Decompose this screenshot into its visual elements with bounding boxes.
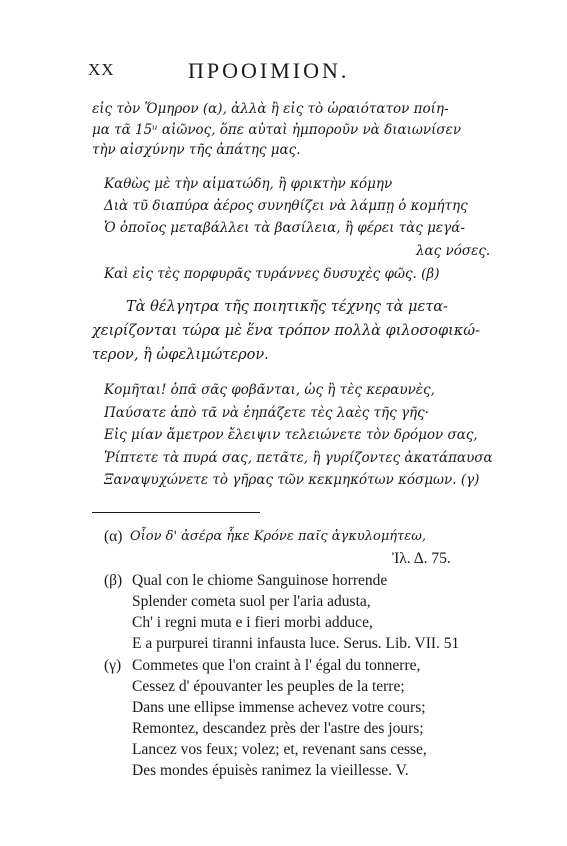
verse-line: Ὁ ὁποῖος μεταβάλλει τὰ βασίλεια, ἢ φέρει τὰς μεγά-	[104, 220, 465, 236]
page-number: XX	[88, 60, 115, 79]
footnote-reference: Ἰλ. Δ. 75.	[392, 550, 451, 567]
footnote-line: Commetes que l'on craint à l' égal du tonnerre,	[132, 657, 421, 674]
verse-line: Διὰ τῦ διαπύρα ἀέρος συνηθίζει νὰ λάμπῃ ὁ κομήτης	[104, 198, 468, 214]
footnote-line: Cessez d' épouvanter les peuples de la terre;	[132, 678, 405, 695]
verse-line: Ξαναψυχώνετε τὸ γῆρας τῶν κεκμηκότων κόσμων. (γ)	[104, 472, 480, 488]
footnote-rule	[92, 512, 260, 513]
footnote-line: Qual con le chiome Sanguinose horrende	[132, 572, 388, 589]
footnote-text: Οἷον δ' ἀσέρα ἧκε Κρόνε παῖς ἀγκυλομήτεω,	[130, 529, 426, 544]
footnote-marker: (γ)	[104, 657, 122, 674]
verse-line: Κομῆται! ὁπᾶ σᾶς φοβᾶνται, ὡς ἢ τὲς κεραυνὲς,	[104, 382, 435, 398]
paragraph-line: Τὰ θέλγητρα τῆς ποιητικῆς τέχνης τὰ μετα-	[126, 299, 448, 315]
footnote-line: Ch' i regni muta e i fieri morbi adduce,	[132, 614, 373, 631]
verse-line: Παύσατε ἀπὸ τᾶ νὰ ἐηπάζετε τὲς λαὲς τῆς γῆς·	[104, 405, 429, 421]
footnote-line: Des mondes épuisès ranimez la vieillesse. V.	[132, 762, 409, 779]
verse-line: Καθὼς μὲ τὴν αἱματώδη, ἢ φρικτὴν κόμην	[104, 176, 393, 192]
paragraph-line: τερον, ἢ ὠφελιμώτερον.	[92, 347, 269, 363]
intro-line: μα τᾶ 15ᵘ αἰῶνος, ὅπε αὐταὶ ἠμποροῦν νὰ διαιωνίσεν	[92, 122, 462, 138]
footnote-marker: (α)	[104, 528, 123, 545]
footnote-line: E a purpurei tiranni infausta luce. Serus. Lib. VII. 51	[132, 635, 460, 652]
footnote-line: Splender cometa suol per l'aria adusta,	[132, 593, 371, 610]
verse-line: Ῥίπτετε τὰ πυρά σας, πετᾶτε, ἢ γυρίζοντες ἀκατάπαυσα	[104, 450, 493, 466]
intro-line: εἰς τὸν Ὅμηρον (α), ἀλλὰ ἢ εἰς τὸ ὡραιότατον ποίη-	[92, 101, 449, 117]
intro-line: τὴν αἰσχύνην τῆς ἀπάτης μας.	[92, 142, 301, 158]
page-header	[88, 58, 488, 82]
footnote-marker: (β)	[104, 572, 123, 589]
footnote-line: Remontez, descandez près der l'astre des jours;	[132, 720, 424, 737]
paragraph-line: χειρίζονται τώρα μὲ ἕνα τρόπον πολλὰ φιλοσοφικώ-	[92, 323, 481, 339]
running-head: ΠΡΟΟΙΜΙΟΝ.	[188, 58, 350, 83]
verse-line: Καὶ εἰς τὲς πορφυρᾶς τυράννες δυσυχὲς φῶς. (β)	[104, 266, 440, 282]
verse-line: λας νόσες.	[416, 243, 491, 259]
footnote-line: Dans une ellipse immense achevez votre cours;	[132, 699, 426, 716]
verse-line: Εἰς μίαν ἄμετρον ἔλειψιν τελειώνετε τὸν δρόμον σας,	[104, 427, 478, 443]
footnote-line: Lancez vos feux; volez; et, revenant sans cesse,	[132, 741, 427, 758]
